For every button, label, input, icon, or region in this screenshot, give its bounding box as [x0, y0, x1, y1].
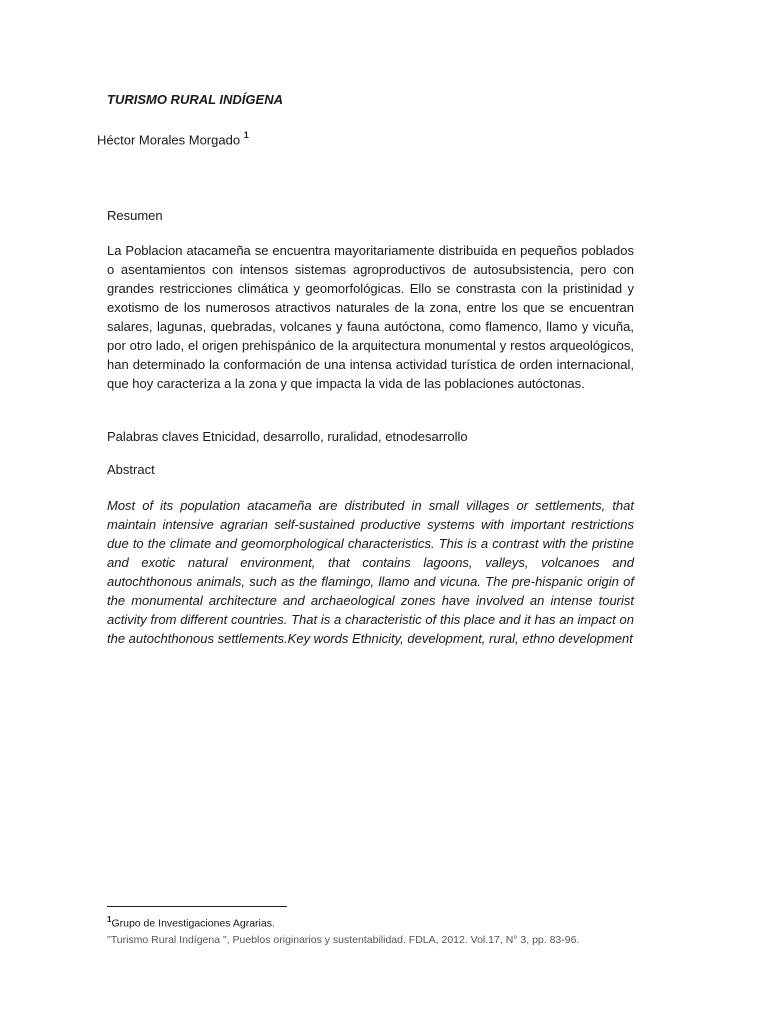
author-line [97, 131, 249, 147]
author-footnote-mark: 1 [243, 130, 249, 140]
resumen-paragraph: La Poblacion atacameña se encuentra mayoritariamente distribuida en pequeños poblados o asentamientos con intensos sistemas agroproductivos de autosubsistencia, pero con grandes restricciones climática y geomorfológicas. Ello se constrasta con la pristinidad y exotismo de los numerosos atractivos naturales de la zona, entre los que se encuentran salares, lagunas, quebradas, volcanes y fauna autóctona, como flamenco, llamo y vicuña, por otro lado, el origen prehispánico de la arquitectura monumental y restos arqueológicos, han determinado la conformación de una intensa actividad turística de orden internacional, que hoy caracteriza a la zona y que impacta la vida de las poblaciones autóctonas. [107, 243, 634, 391]
footnote [107, 915, 275, 930]
document-title: TURISMO RURAL INDÍGENA [107, 92, 283, 107]
footnote-mark: 1 [107, 915, 112, 924]
abstract-paragraph: Most of its population atacameña are distributed in small villages or settlements, that maintain intensive agrarian self-sustained productive systems with important restrictions due to the climate and geomorphological characteristics. This is a contrast with the pristine and exotic natural environment, that contains lagoons, valleys, volcanoes and autochthonous animals, such as the flamingo, llamo and vicuna. The pre-hispanic origin of the monumental architecture and archaeological zones have involved an intense tourist activity from different countries. That is a characteristic of this place and it has an impact on the autochthonous settlements.Key words Ethnicity, development, rural, ethno development [107, 498, 634, 646]
abstract-heading: Abstract [107, 462, 155, 477]
resumen-heading: Resumen [107, 208, 163, 223]
footnote-text: Grupo de Investigaciones Agrarias. [111, 917, 275, 930]
keywords-line: Palabras claves Etnicidad, desarrollo, ruralidad, etnodesarrollo [107, 429, 468, 444]
author-name: Héctor Morales Morgado [97, 132, 241, 148]
citation-line: "Turismo Rural Indígena ", Pueblos originarios y sustentabilidad. FDLA, 2012. Vol.17, N° 3, pp. 83-96. [107, 934, 580, 946]
footnote-separator [107, 906, 287, 907]
